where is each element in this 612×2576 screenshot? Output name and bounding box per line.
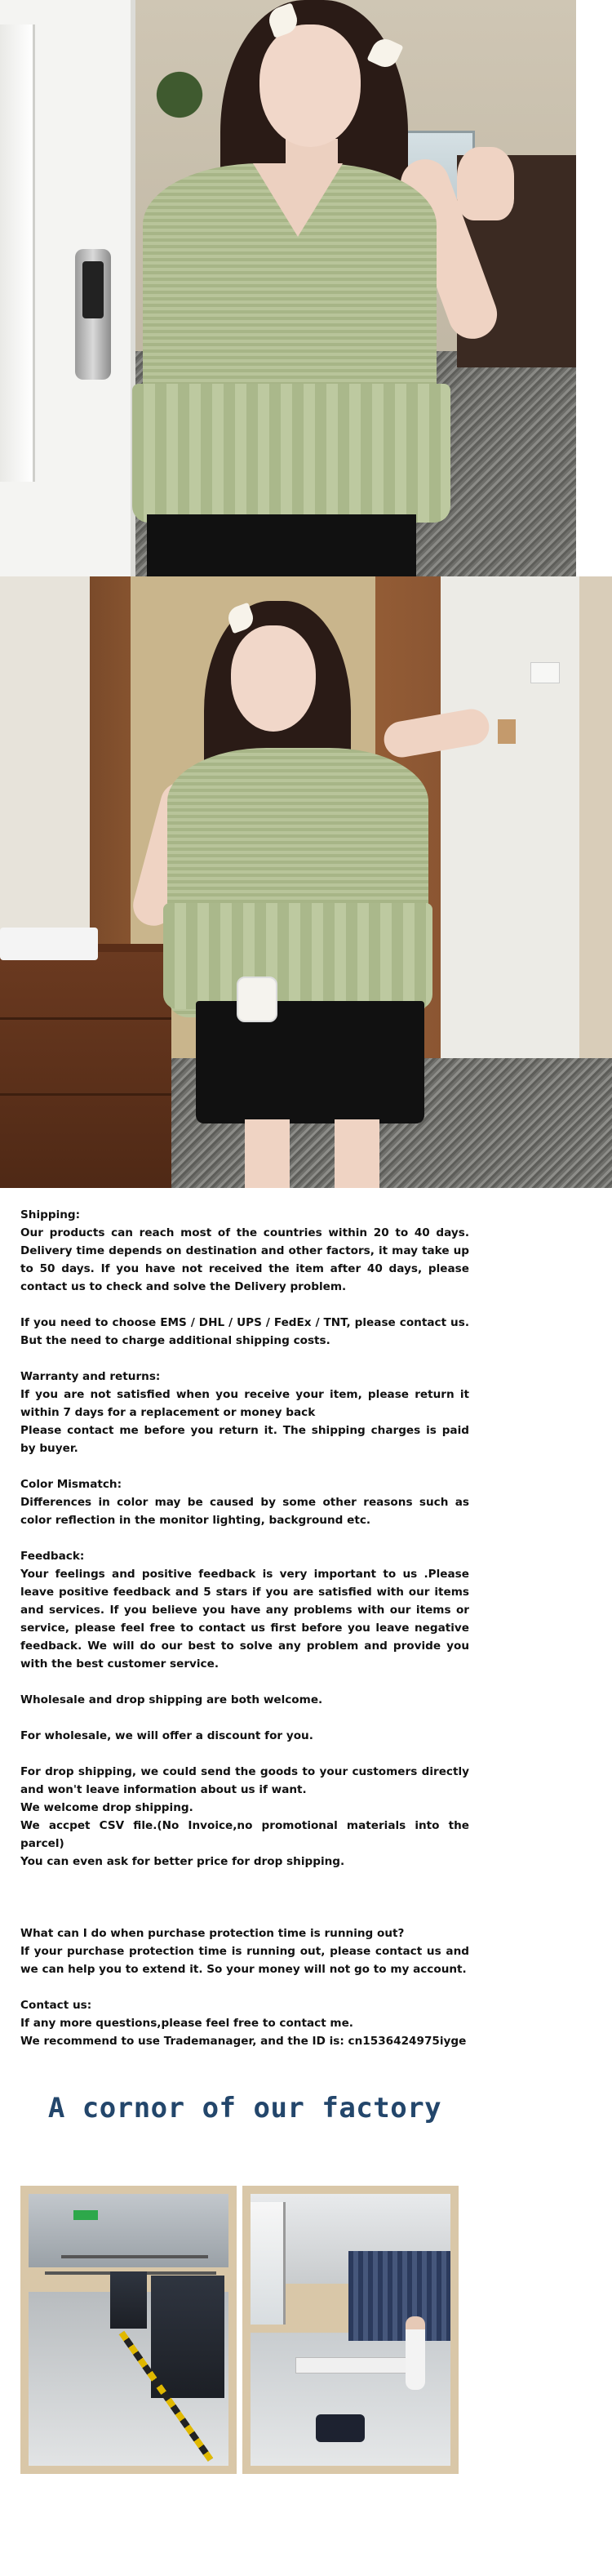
- warranty-line-1: If you are not satisfied when you receive your item, please return it within 7 days for a replacement or money back: [20, 1388, 469, 1419]
- feedback-heading: Feedback:: [20, 1550, 85, 1563]
- shipping-body: Our products can reach most of the countries within 20 to 40 days. Delivery time depends on destination and other factors, it may take up to 50 days. If you have not received the item after 40 days, please contact us to check and solve the Delivery problem.: [20, 1226, 469, 1293]
- drop-shipping-4: You can even ask for better price for drop shipping.: [20, 1855, 345, 1868]
- warranty-heading: Warranty and returns:: [20, 1370, 161, 1383]
- color-body: Differences in color may be caused by some other reasons such as color reflection in the monitor lighting, background etc.: [20, 1496, 469, 1527]
- contact-line-1: If any more questions,please feel free to contact me.: [20, 2017, 353, 2030]
- warranty-line-2: Please contact me before you return it. The shipping charges is paid by buyer.: [20, 1424, 469, 1455]
- drop-shipping-2: We welcome drop shipping.: [20, 1801, 193, 1814]
- exit-sign: [73, 2210, 98, 2220]
- factory-photo-1: [20, 2186, 237, 2474]
- blouse-peplum: [132, 384, 450, 523]
- store-policy-text: [20, 1206, 469, 2050]
- model-face: [231, 625, 316, 732]
- hanging-garments: [110, 2271, 147, 2329]
- shipping-extra: If you need to choose EMS / DHL / UPS / FedEx / TNT, please contact us. But the need to charge additional shipping costs.: [20, 1316, 469, 1347]
- protection-answer: If your purchase protection time is running out, please contact us and we can help you to extend it. So your money will not go to my account.: [20, 1945, 469, 1976]
- blouse-peplum: [163, 903, 432, 1009]
- hanging-garments: [348, 2251, 450, 2341]
- drop-shipping-3: We accpet CSV file.(No Invoice,no promotional materials into the parcel): [20, 1819, 469, 1850]
- protection-question: What can I do when purchase protection time is running out?: [20, 1927, 405, 1940]
- black-skirt: [196, 1001, 424, 1123]
- product-photo-2: [0, 576, 612, 1188]
- contact-heading: Contact us:: [20, 1999, 92, 2012]
- contact-line-2: We recommend to use Trademanager, and the ID is: cn1536424975iyge: [20, 2035, 467, 2048]
- product-photo-1: [0, 0, 576, 576]
- wholesale-line-2: For wholesale, we will offer a discount for you.: [20, 1729, 313, 1742]
- white-wall: [441, 576, 579, 1083]
- wall-switch: [530, 662, 560, 683]
- potted-plant: [155, 65, 204, 139]
- white-mini-bag: [237, 977, 277, 1022]
- wall-picture: [498, 719, 516, 744]
- factory-heading: A cornor of our factory: [47, 2092, 442, 2124]
- drop-shipping-1: For drop shipping, we could send the goods to your customers directly and won't leave information about us if want.: [20, 1765, 469, 1796]
- factory-photo-2: [242, 2186, 459, 2474]
- model-leg-left: [245, 1119, 290, 1188]
- model-hand: [457, 147, 514, 220]
- cabinet-drawer: [0, 1017, 171, 1096]
- cup-tray: [0, 928, 98, 960]
- black-skirt: [147, 514, 416, 576]
- hanging-garments: [151, 2276, 224, 2398]
- door-panel: [0, 24, 35, 482]
- color-heading: Color Mismatch:: [20, 1478, 122, 1491]
- garment-rack: [61, 2255, 208, 2258]
- factory-window: [251, 2202, 286, 2325]
- model-leg-right: [335, 1119, 379, 1188]
- door-keypad: [82, 261, 104, 318]
- worker: [406, 2316, 425, 2390]
- work-table: [295, 2357, 419, 2374]
- dark-bag: [316, 2414, 365, 2442]
- shipping-heading: Shipping:: [20, 1208, 81, 1221]
- wholesale-line-1: Wholesale and drop shipping are both welcome.: [20, 1693, 323, 1706]
- model-face: [259, 24, 361, 147]
- feedback-body: Your feelings and positive feedback is very important to us .Please leave positive feedback and 5 stars if you are satisfied with our items and services. If you believe you have any problems with our items or service, please feel free to contact us first before you leave negative feedback. We will do our best to solve any problem and provide you with the best customer service.: [20, 1568, 469, 1671]
